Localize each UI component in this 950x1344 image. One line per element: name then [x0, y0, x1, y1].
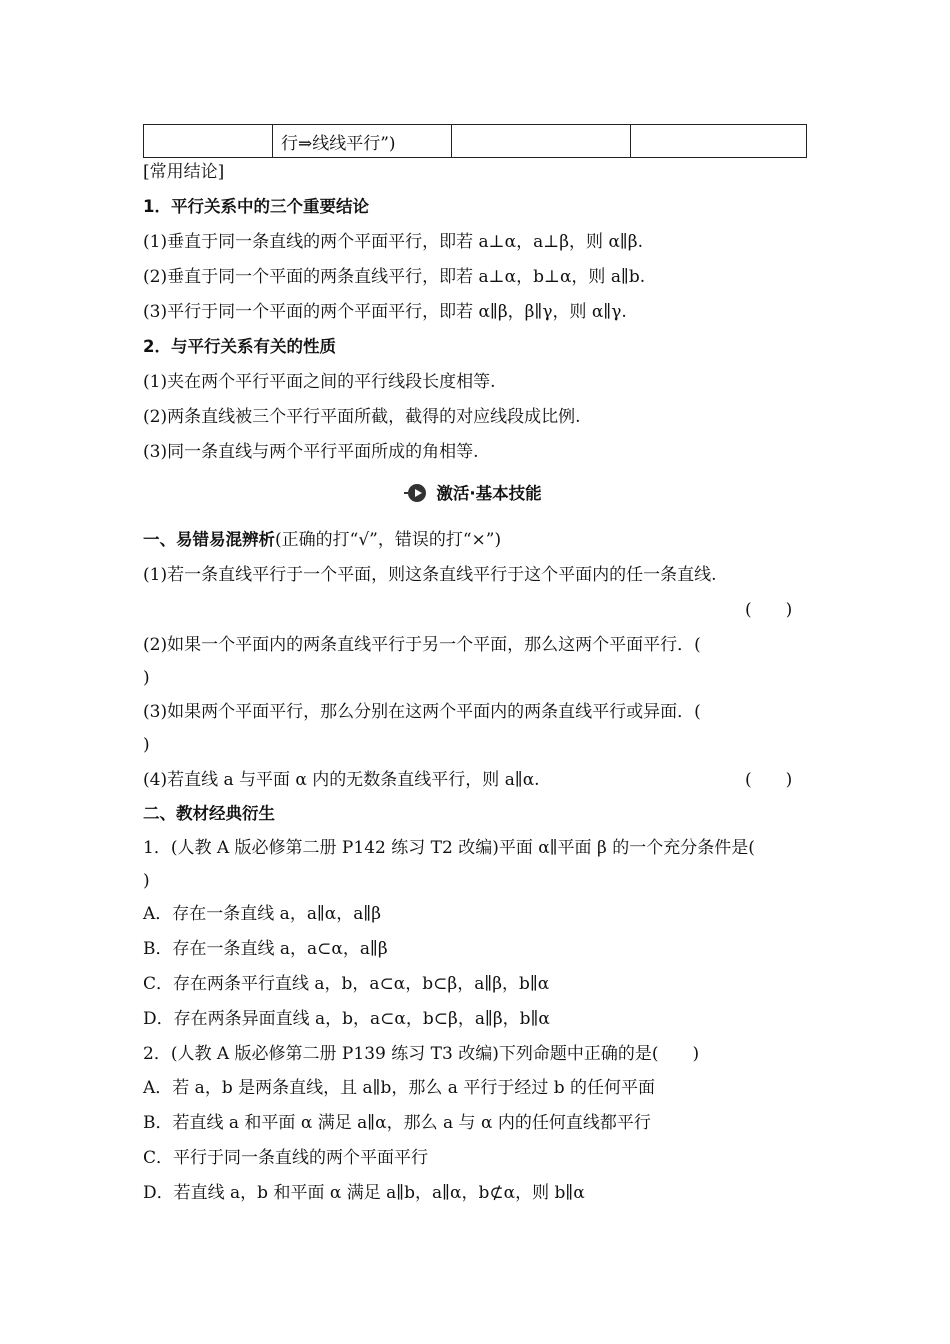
play-circle-icon: [408, 484, 426, 502]
table-cell: [144, 125, 273, 158]
part1-heading: [143, 528, 501, 552]
problem-stem: 2．(人教 A 版必修第二册 P139 练习 T3 改编)下列命题中正确的是( ): [143, 1044, 700, 1064]
part2-title: 二、教材经典衍生: [143, 804, 275, 823]
property-item: (2)两条直线被三个平行平面所截，截得的对应线段成比例.: [143, 407, 581, 427]
part1-note: (正确的打“√”，错误的打“×”): [275, 530, 502, 550]
option-item: D．若直线 a，b 和平面 α 满足 a∥b，a∥α，b⊄α，则 b∥α: [143, 1183, 585, 1203]
table-cell: [631, 125, 807, 158]
answer-blank-close: ): [143, 668, 150, 688]
answer-blank-close: ): [143, 871, 150, 891]
section2-title: 2．与平行关系有关的性质: [143, 337, 336, 356]
option-item: A．存在一条直线 a，a∥α，a∥β: [143, 904, 382, 924]
conclusion-item: (3)平行于同一个平面的两个平面平行，即若 α∥β，β∥γ，则 α∥γ.: [143, 302, 627, 322]
judge-question: (4)若直线 a 与平面 α 内的无数条直线平行，则 a∥α.: [143, 770, 540, 790]
continuation-table: [143, 124, 807, 158]
judge-question: (2)如果一个平面内的两条直线平行于另一个平面，那么这两个平面平行．(: [143, 635, 701, 655]
section-title: 激活·基本技能: [436, 484, 542, 503]
property-item: (3)同一条直线与两个平行平面所成的角相等.: [143, 442, 479, 462]
answer-blank-close: ): [143, 735, 150, 755]
table-cell: 行⇒线线平行”): [273, 125, 452, 158]
conclusion-item: (1)垂直于同一条直线的两个平面平行，即若 a⊥α，a⊥β，则 α∥β.: [143, 232, 644, 252]
judge-question: (3)如果两个平面平行，那么分别在这两个平面内的两条直线平行或异面．(: [143, 702, 701, 722]
option-item: D．存在两条异面直线 a，b，a⊂α，b⊂β，a∥β，b∥α: [143, 1009, 550, 1029]
conclusion-item: (2)垂直于同一个平面的两条直线平行，即若 a⊥α，b⊥α，则 a∥b.: [143, 267, 646, 287]
option-item: C．平行于同一条直线的两个平面平行: [143, 1148, 429, 1168]
problem-stem: 1．(人教 A 版必修第二册 P142 练习 T2 改编)平面 α∥平面 β 的一个充分条件是(: [143, 838, 755, 858]
option-item: B．存在一条直线 a，a⊂α，a∥β: [143, 939, 388, 959]
table-cell: [452, 125, 631, 158]
answer-blank: ( ): [745, 770, 793, 790]
section-banner: [0, 482, 950, 506]
judge-question: (1)若一条直线平行于一个平面，则这条直线平行于这个平面内的任一条直线.: [143, 565, 717, 585]
option-item: B．若直线 a 和平面 α 满足 a∥α，那么 a 与 α 内的任何直线都平行: [143, 1113, 651, 1133]
part1-title: 一、易错易混辨析: [143, 530, 275, 549]
option-item: C．存在两条平行直线 a，b，a⊂α，b⊂β，a∥β，b∥α: [143, 974, 550, 994]
section1-title: 1．平行关系中的三个重要结论: [143, 197, 369, 216]
answer-blank: ( ): [745, 600, 793, 620]
option-item: A．若 a，b 是两条直线，且 a∥b，那么 a 平行于经过 b 的任何平面: [143, 1078, 656, 1098]
common-conclusions-heading: [常用结论]: [143, 162, 225, 182]
property-item: (1)夹在两个平行平面之间的平行线段长度相等.: [143, 372, 496, 392]
